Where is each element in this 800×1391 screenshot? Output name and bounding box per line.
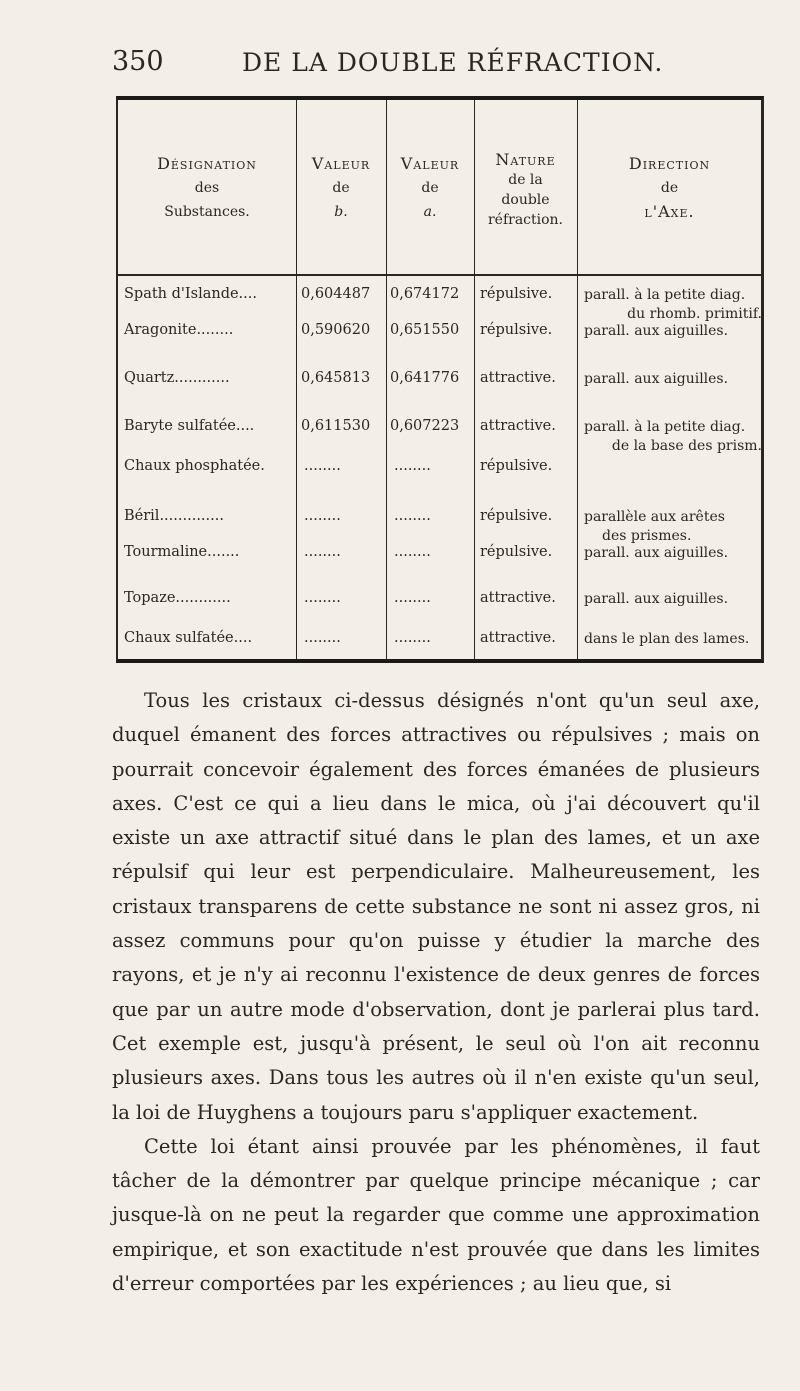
substance-name: Tourmaline....... xyxy=(124,544,240,560)
refraction-nature: répulsive. xyxy=(480,286,553,302)
direction-line: dans le plan des lames. xyxy=(584,631,750,647)
substance-name: Chaux sulfatée.... xyxy=(124,630,253,646)
page-number: 350 xyxy=(112,46,164,77)
header-line: réfraction. xyxy=(487,212,564,228)
direction-line: des prismes. xyxy=(602,528,692,544)
header-line: l'Axe. xyxy=(644,202,695,221)
direction-line: parall. à la petite diag. xyxy=(584,419,746,435)
header-line: Désignation xyxy=(157,154,257,173)
value-b: 0,590620 xyxy=(301,322,371,338)
header-line: de xyxy=(421,180,439,196)
header-nature xyxy=(474,150,577,230)
running-head xyxy=(112,46,752,86)
value-b: 0,604487 xyxy=(301,286,371,302)
header-line: Valeur xyxy=(400,154,460,173)
value-b: ........ xyxy=(304,590,341,606)
refraction-nature: répulsive. xyxy=(480,322,553,338)
header-direction xyxy=(577,152,762,224)
direction-line: parall. aux aiguilles. xyxy=(584,591,729,607)
refraction-nature: répulsive. xyxy=(480,458,553,474)
header-line: Valeur xyxy=(311,154,371,173)
axis-direction xyxy=(584,590,762,609)
value-a: ........ xyxy=(394,508,431,524)
substance-name: Baryte sulfatée.... xyxy=(124,418,255,434)
substance-name: Chaux phosphatée. xyxy=(124,458,265,474)
axis-direction xyxy=(584,630,762,649)
header-line: Substances. xyxy=(164,204,250,220)
header-line: Nature xyxy=(495,150,556,169)
refraction-nature: attractive. xyxy=(480,418,556,434)
header-line: de la xyxy=(508,172,543,188)
value-a: 0,641776 xyxy=(390,370,460,386)
direction-line: parall. aux aiguilles. xyxy=(584,545,729,561)
axis-direction xyxy=(584,370,762,389)
header-line: de xyxy=(332,180,350,196)
value-a: ........ xyxy=(394,630,431,646)
substance-name: Spath d'Islande.... xyxy=(124,286,257,302)
axis-direction xyxy=(584,286,762,324)
direction-line: parall. aux aiguilles. xyxy=(584,371,729,387)
refraction-nature: répulsive. xyxy=(480,544,553,560)
axis-direction xyxy=(584,322,762,341)
header-line: des xyxy=(194,180,220,196)
value-a: ........ xyxy=(394,544,431,560)
substance-name: Aragonite........ xyxy=(124,322,234,338)
refraction-nature: répulsive. xyxy=(480,508,553,524)
value-b: ........ xyxy=(304,508,341,524)
refraction-nature: attractive. xyxy=(480,630,556,646)
value-b: 0,645813 xyxy=(301,370,371,386)
header-line: b. xyxy=(334,204,348,220)
substance-name: Béril.............. xyxy=(124,508,224,524)
paragraph: Cette loi étant ainsi prouvée par les phénomènes, il faut tâcher de la démontrer par quelque principe mécanique ; car jusque-là on ne peut la regarder que comme une approximation empirique, et son exactitude n'est prouvée que dans les limites d'erreur comportées par les expériences ; au lieu que, si xyxy=(112,1134,760,1296)
direction-line: de la base des prism. xyxy=(611,438,762,454)
running-title: DE LA DOUBLE RÉFRACTION. xyxy=(242,48,664,77)
value-a: 0,607223 xyxy=(390,418,460,434)
axis-direction xyxy=(584,508,762,546)
refraction-table xyxy=(116,96,764,663)
substance-name: Quartz............ xyxy=(124,370,230,386)
refraction-nature: attractive. xyxy=(480,590,556,606)
value-a: ........ xyxy=(394,590,431,606)
value-b: ........ xyxy=(304,458,341,474)
direction-line: parall. aux aiguilles. xyxy=(584,323,729,339)
value-b: ........ xyxy=(304,544,341,560)
refraction-nature: attractive. xyxy=(480,370,556,386)
axis-direction xyxy=(584,418,762,456)
value-a: 0,651550 xyxy=(390,322,460,338)
paragraph: Tous les cristaux ci-dessus désignés n'ont qu'un seul axe, duquel émanent des forces attractives ou répulsives ; mais on pourrait concevoir également des forces émanées de plusieurs axes. C'est ce qui a lieu dans le mica, où j'ai découvert qu'il existe un axe attractif situé dans le plan des lames, et un axe répulsif qui leur est perpendiculaire. Malheureusement, les cristaux transparens de cette substance ne sont ni assez gros, ni assez communs pour qu'on puisse y étudier la marche des rayons, et je n'y ai reconnu l'existence de deux genres de forces que par un autre mode d'observation, dont je parlerai plus tard. Cet exemple est, jusqu'à présent, le seul où l'on ait reconnu plusieurs axes. Dans tous les autres où il n'en existe qu'un seul, la loi de Huyghens a toujours paru s'appliquer exactement. xyxy=(112,689,760,1124)
header-valeur-b xyxy=(296,152,386,224)
header-line: double xyxy=(501,192,550,208)
header-line: a. xyxy=(423,204,437,220)
body-text xyxy=(112,684,760,1301)
axis-direction xyxy=(584,544,762,563)
value-a: 0,674172 xyxy=(390,286,460,302)
direction-line: du rhomb. primitif. xyxy=(627,306,762,322)
value-b: 0,611530 xyxy=(301,418,371,434)
header-divider xyxy=(118,274,761,276)
header-designation xyxy=(118,152,296,224)
header-line: de xyxy=(660,180,679,196)
value-b: ........ xyxy=(304,630,341,646)
value-a: ........ xyxy=(394,458,431,474)
direction-line: parallèle aux arêtes xyxy=(584,509,725,525)
header-line: Direction xyxy=(628,154,711,173)
substance-name: Topaze............ xyxy=(124,590,231,606)
direction-line: parall. à la petite diag. xyxy=(584,287,746,303)
header-valeur-a xyxy=(386,152,474,224)
